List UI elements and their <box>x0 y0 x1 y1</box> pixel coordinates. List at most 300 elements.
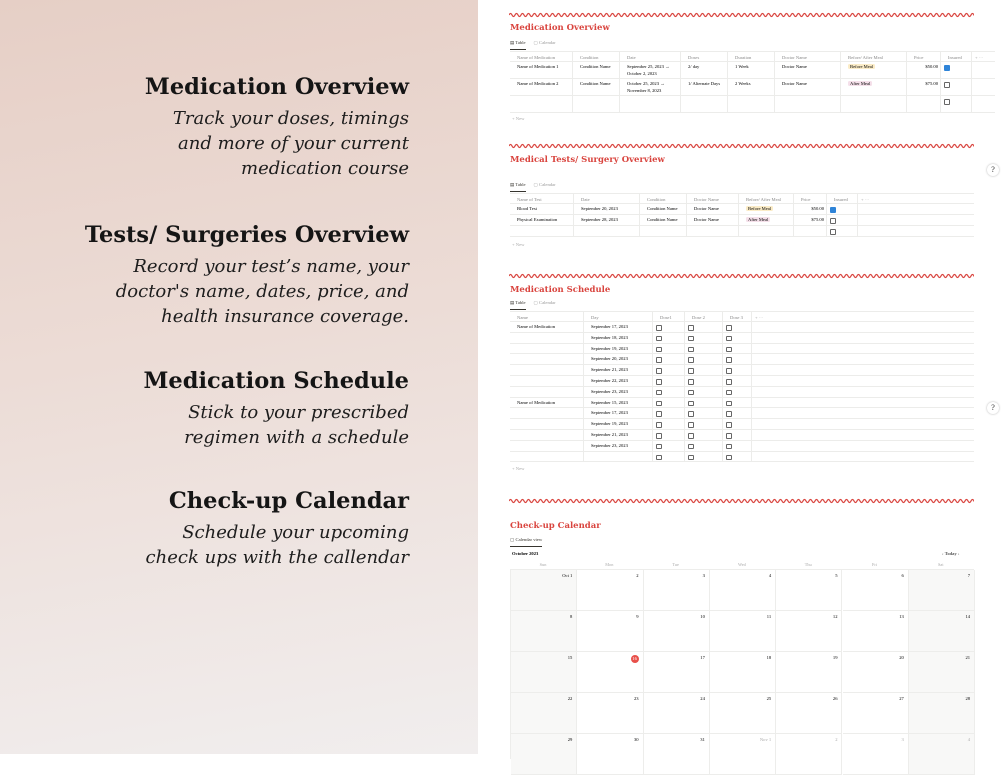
weekday-label: Wed <box>738 562 746 567</box>
calendar-day[interactable] <box>577 734 643 775</box>
day-number: Nov 1 <box>759 737 772 742</box>
dose-checkbox[interactable] <box>726 411 732 417</box>
dose-cell <box>685 452 723 462</box>
wavy-divider <box>509 489 974 495</box>
tab-calendar[interactable]: ▢ Calendar <box>533 300 556 305</box>
calendar-day[interactable] <box>776 652 842 693</box>
day-number: 26 <box>832 696 838 701</box>
dose-cell <box>653 398 685 408</box>
table-cell <box>584 452 653 462</box>
table-row[interactable] <box>510 398 974 409</box>
new-row-button[interactable]: + New <box>512 242 525 247</box>
dose-checkbox[interactable] <box>688 379 694 385</box>
table-row[interactable] <box>510 344 974 355</box>
weekday-label: Sat <box>938 562 944 567</box>
weekday-label: Sun <box>539 562 547 567</box>
dose-checkbox[interactable] <box>726 325 732 331</box>
feature-description <box>146 520 409 570</box>
table-cell <box>739 215 794 225</box>
feature-description <box>85 254 409 329</box>
table-cell <box>620 96 681 112</box>
dose-checkbox[interactable] <box>688 390 694 396</box>
dose-cell <box>685 344 723 354</box>
insured-cell <box>941 62 972 78</box>
dose-cell <box>653 354 685 364</box>
calendar-day[interactable] <box>776 734 842 775</box>
insured-cell <box>827 204 858 214</box>
add-column-button[interactable]: + ··· <box>755 314 764 320</box>
table-row[interactable] <box>510 215 974 226</box>
table-row[interactable] <box>510 430 974 441</box>
section-title: Medication Schedule <box>510 285 611 295</box>
dose-cell <box>685 419 723 429</box>
weekday-label: Fri <box>871 562 877 567</box>
calendar-day[interactable] <box>577 693 643 734</box>
insured-cell <box>827 226 858 236</box>
table-cell <box>510 226 574 236</box>
table-cell <box>510 365 584 375</box>
insured-cell <box>827 215 858 225</box>
day-number: 2 <box>835 737 838 742</box>
table-cell <box>739 226 794 236</box>
feature-block <box>145 72 409 181</box>
dose-checkbox[interactable] <box>726 433 732 439</box>
dose-cell <box>653 376 685 386</box>
dose-checkbox[interactable] <box>656 455 662 461</box>
day-number: 20 <box>899 655 904 660</box>
table-row[interactable] <box>510 376 974 387</box>
table-cell: Name of Medication <box>510 398 584 408</box>
table-cell <box>739 204 794 214</box>
column-header[interactable]: Name of Medication <box>510 52 573 61</box>
description-line: medication course <box>241 158 409 179</box>
insured-checkbox[interactable] <box>944 65 950 71</box>
table-cell: September 21, 2023 <box>584 365 653 375</box>
table-cell: Doctor Name <box>775 79 841 95</box>
prev-month-button[interactable]: ‹ <box>942 551 945 556</box>
dose-checkbox[interactable] <box>656 336 662 342</box>
day-number: 9 <box>636 614 639 619</box>
calendar-day[interactable] <box>776 570 842 611</box>
dose-checkbox[interactable] <box>656 433 662 439</box>
table-cell: September 20, 2023 <box>584 354 653 364</box>
dose-cell <box>723 441 752 451</box>
table-cell: Condition Name <box>640 215 687 225</box>
calendar-day[interactable] <box>511 693 577 734</box>
calendar-day[interactable] <box>644 693 710 734</box>
dose-cell <box>685 322 723 332</box>
description-line: regimen with a schedule <box>184 427 409 448</box>
table-cell: September 18, 2023 <box>584 333 653 343</box>
feature-description <box>145 106 409 181</box>
tab-calendar[interactable]: ▢ Calendar <box>533 40 556 45</box>
feature-description <box>144 400 410 450</box>
calendar-day[interactable] <box>644 570 710 611</box>
table-cell <box>510 344 584 354</box>
calendar-day[interactable] <box>776 611 842 652</box>
calendar-day[interactable] <box>843 652 909 693</box>
dose-cell <box>685 387 723 397</box>
table-cell: September 25, 2023 → October 2, 2023 <box>620 62 681 78</box>
table-row[interactable] <box>510 226 974 237</box>
next-month-button[interactable]: › <box>956 551 960 556</box>
dose-checkbox[interactable] <box>726 336 732 342</box>
table-row[interactable] <box>510 452 974 463</box>
dose-cell <box>653 322 685 332</box>
meal-tag: Before Meal <box>850 64 874 69</box>
weekday-label: Thu <box>804 562 812 567</box>
day-number: 25 <box>766 696 772 701</box>
table-cell <box>510 333 584 343</box>
dose-checkbox[interactable] <box>656 411 662 417</box>
description-line: and more of your current <box>178 133 409 154</box>
table-cell: September 28, 2023 <box>574 215 640 225</box>
table-row[interactable] <box>510 96 995 113</box>
calendar-day[interactable] <box>776 693 842 734</box>
description-line: Stick to your prescribed <box>188 402 409 423</box>
calendar-day[interactable] <box>710 693 776 734</box>
day-number: 4 <box>768 573 772 578</box>
table-cell: September 23, 2023 <box>584 441 653 451</box>
table-cell <box>681 96 728 112</box>
dose-checkbox[interactable] <box>688 411 694 417</box>
table-cell <box>775 96 841 112</box>
table-cell: 2/ day <box>681 62 728 78</box>
day-number: 19 <box>832 655 838 660</box>
table-cell: Blood Test <box>510 204 574 214</box>
description-line: doctor's name, dates, price, and <box>115 281 409 302</box>
column-header[interactable]: Price <box>794 194 827 203</box>
dose-checkbox[interactable] <box>688 422 694 428</box>
tab-label: Calendar view <box>515 537 543 542</box>
dose-cell <box>685 430 723 440</box>
calendar-day[interactable] <box>710 611 776 652</box>
calendar-day[interactable] <box>511 734 577 775</box>
column-header[interactable]: Condition <box>573 52 620 61</box>
dose-cell <box>723 365 752 375</box>
calendar-day[interactable] <box>511 570 577 611</box>
table-row[interactable] <box>510 79 995 96</box>
day-number: 10 <box>700 614 705 619</box>
table-cell: Name of Medication 2 <box>510 79 573 95</box>
day-number: 4 <box>967 737 971 742</box>
calendar-day[interactable] <box>577 611 643 652</box>
dose-checkbox[interactable] <box>656 368 662 374</box>
day-number: 7 <box>967 573 971 578</box>
dose-cell <box>653 419 685 429</box>
day-number: 30 <box>634 737 639 742</box>
today-marker: 16 <box>632 656 637 661</box>
column-header[interactable]: Day <box>584 312 653 321</box>
today-button[interactable]: Today <box>944 551 957 556</box>
tab-label: Table <box>515 300 526 305</box>
column-header[interactable]: Insured <box>941 52 972 61</box>
table-row[interactable] <box>510 365 974 376</box>
tab-label: Table <box>515 182 526 187</box>
feature-title: Check-up Calendar <box>168 488 409 514</box>
day-number: 14 <box>965 614 971 619</box>
wavy-divider <box>509 264 974 270</box>
dose-checkbox[interactable] <box>726 422 732 428</box>
day-number: 8 <box>570 614 573 619</box>
table-cell <box>510 387 584 397</box>
calendar-day[interactable] <box>644 734 710 775</box>
table-row[interactable] <box>510 354 974 365</box>
table-cell: Name of Medication <box>510 322 584 332</box>
column-header[interactable]: Doctor Name <box>687 194 739 203</box>
table-cell <box>510 354 584 364</box>
day-number: 28 <box>965 696 971 701</box>
dose-checkbox[interactable] <box>688 401 694 407</box>
dose-cell <box>685 441 723 451</box>
table-cell <box>841 96 907 112</box>
table-cell <box>794 226 827 236</box>
table-cell: $75.00 <box>907 79 941 95</box>
description-line: Record your test’s name, your <box>133 256 409 277</box>
description-line: Schedule your upcoming <box>182 522 409 543</box>
table-cell <box>510 452 584 462</box>
table-header-row <box>510 311 974 322</box>
table-cell <box>841 79 907 95</box>
calendar-day[interactable] <box>644 611 710 652</box>
calendar-day[interactable] <box>710 652 776 693</box>
dose-cell <box>723 376 752 386</box>
insured-checkbox[interactable] <box>944 99 950 105</box>
dose-checkbox[interactable] <box>726 444 732 450</box>
table-cell <box>907 96 941 112</box>
calendar-day[interactable] <box>843 611 909 652</box>
tab-label: Table <box>515 40 526 45</box>
table-cell <box>510 419 584 429</box>
dose-cell <box>685 333 723 343</box>
help-button[interactable]: ? <box>987 402 999 414</box>
tab-calendar-view[interactable]: ▢ Calendar view <box>510 537 542 547</box>
day-number: 3 <box>702 573 705 578</box>
dose-checkbox[interactable] <box>726 357 732 363</box>
table-cell: October 25, 2023 → November 8, 2023 <box>620 79 681 95</box>
dose-checkbox[interactable] <box>656 357 662 363</box>
table-cell: September 20, 2023 <box>574 204 640 214</box>
dose-checkbox[interactable] <box>726 368 732 374</box>
add-column-button[interactable]: + ··· <box>861 196 870 202</box>
feature-title: Medication Overview <box>144 74 409 100</box>
calendar-day[interactable] <box>909 570 975 611</box>
dose-checkbox[interactable] <box>656 325 662 331</box>
calendar-day[interactable] <box>843 693 909 734</box>
dose-checkbox[interactable] <box>688 455 694 461</box>
feature-title: Tests/ Surgeries Overview <box>84 222 409 248</box>
dose-checkbox[interactable] <box>688 444 694 450</box>
table-cell: September 23, 2023 <box>584 387 653 397</box>
dose-checkbox[interactable] <box>688 347 694 353</box>
table-cell <box>510 96 573 112</box>
feature-block <box>144 366 410 450</box>
dose-cell <box>723 419 752 429</box>
table-row[interactable] <box>510 408 974 419</box>
feature-block <box>85 220 409 329</box>
column-header[interactable]: Before/ After Meal <box>739 194 794 203</box>
table-cell <box>510 408 584 418</box>
column-header[interactable]: Dose 3 <box>723 312 752 321</box>
dose-checkbox[interactable] <box>656 390 662 396</box>
dose-cell <box>685 376 723 386</box>
column-header[interactable]: Duration <box>728 52 775 61</box>
day-number: 27 <box>899 696 904 701</box>
calendar-day[interactable] <box>843 734 909 775</box>
table-cell: September 17, 2023 <box>584 408 653 418</box>
promo-panel <box>0 0 478 754</box>
dose-cell <box>723 322 752 332</box>
dose-cell <box>653 344 685 354</box>
dose-checkbox[interactable] <box>688 336 694 342</box>
tab-table[interactable]: ▤ Table <box>510 40 526 50</box>
column-header[interactable]: Dose 2 <box>685 312 723 321</box>
add-column-button[interactable]: + ··· <box>975 54 984 60</box>
dose-cell <box>685 365 723 375</box>
table-row[interactable] <box>510 322 974 333</box>
calendar-day[interactable] <box>843 570 909 611</box>
column-header[interactable]: Date <box>574 194 640 203</box>
column-header[interactable]: Insured <box>827 194 858 203</box>
column-header[interactable]: Doctor Name <box>775 52 841 61</box>
tab-table[interactable]: ▤ Table <box>510 300 526 310</box>
dose-cell <box>723 408 752 418</box>
insured-checkbox[interactable] <box>830 218 836 224</box>
column-header[interactable]: Price <box>907 52 941 61</box>
dose-cell <box>723 398 752 408</box>
table-cell <box>640 226 687 236</box>
dose-checkbox[interactable] <box>726 379 732 385</box>
dose-cell <box>723 354 752 364</box>
table-cell: $50.00 <box>907 62 941 78</box>
dose-checkbox[interactable] <box>688 357 694 363</box>
day-number: 22 <box>567 696 573 701</box>
insured-checkbox[interactable] <box>830 207 836 213</box>
dose-checkbox[interactable] <box>656 444 662 450</box>
table-row[interactable] <box>510 333 974 344</box>
calendar-day[interactable] <box>909 734 975 775</box>
column-header[interactable]: Name of Test <box>510 194 574 203</box>
calendar-day[interactable] <box>644 652 710 693</box>
calendar-day[interactable] <box>710 734 776 775</box>
calendar-day[interactable] <box>511 652 577 693</box>
meal-tag: After Meal <box>748 217 769 222</box>
view-tabs <box>510 300 556 310</box>
column-header[interactable]: Date <box>620 52 681 61</box>
table-cell: September 22, 2023 <box>584 376 653 386</box>
dose-checkbox[interactable] <box>688 368 694 374</box>
day-number: Oct 1 <box>562 573 573 578</box>
column-header[interactable]: Before/ After Meal <box>841 52 907 61</box>
feature-title: Medication Schedule <box>143 368 409 394</box>
weekday-label: Mon <box>605 562 614 567</box>
new-row-button[interactable]: + New <box>512 466 525 471</box>
dose-checkbox[interactable] <box>656 401 662 407</box>
table-row[interactable] <box>510 62 995 79</box>
table-cell: September 19, 2023 <box>584 419 653 429</box>
table-row[interactable] <box>510 419 974 430</box>
insured-cell <box>941 79 972 95</box>
tab-label: Calendar <box>539 182 556 187</box>
table-row[interactable] <box>510 387 974 398</box>
day-number: 6 <box>901 573 904 578</box>
tab-calendar[interactable]: ▢ Calendar <box>533 182 556 187</box>
insured-checkbox[interactable] <box>830 229 836 235</box>
dose-cell <box>653 365 685 375</box>
dose-checkbox[interactable] <box>656 347 662 353</box>
column-header[interactable]: Doses <box>681 52 728 61</box>
table-cell: Doctor Name <box>687 204 739 214</box>
table-cell: Condition Name <box>573 62 620 78</box>
day-number: 11 <box>766 614 772 619</box>
table-cell: September 21, 2023 <box>584 430 653 440</box>
insured-checkbox[interactable] <box>944 82 950 88</box>
calendar-day[interactable] <box>577 570 643 611</box>
column-header[interactable]: Name <box>510 312 584 321</box>
table-cell <box>510 430 584 440</box>
calendar-day[interactable] <box>909 693 975 734</box>
day-number: 12 <box>832 614 838 619</box>
view-tabs <box>510 182 556 192</box>
month-label: October 2023 <box>512 551 539 556</box>
calendar-day[interactable] <box>511 611 577 652</box>
day-number: 17 <box>700 655 705 660</box>
dose-checkbox[interactable] <box>656 422 662 428</box>
table-cell <box>841 62 907 78</box>
dose-cell <box>685 408 723 418</box>
table-row[interactable] <box>510 441 974 452</box>
calendar-day[interactable] <box>710 570 776 611</box>
dose-checkbox[interactable] <box>656 379 662 385</box>
tab-label: Calendar <box>539 300 556 305</box>
calendar-day[interactable] <box>909 611 975 652</box>
table-cell: September 15, 2023 <box>584 398 653 408</box>
day-number: 21 <box>965 655 971 660</box>
dose-cell <box>653 452 685 462</box>
table-cell: Condition Name <box>573 79 620 95</box>
calendar-day[interactable] <box>909 652 975 693</box>
table-header-row <box>510 51 995 62</box>
column-header[interactable]: Dose1 <box>653 312 685 321</box>
table-cell <box>728 96 775 112</box>
calendar-day[interactable] <box>577 652 643 693</box>
dose-cell <box>723 387 752 397</box>
day-number: 3 <box>901 737 904 742</box>
dose-checkbox[interactable] <box>726 401 732 407</box>
day-number: 18 <box>766 655 772 660</box>
wavy-divider <box>509 134 974 140</box>
table-cell <box>510 441 584 451</box>
table-cell: 2 Weeks <box>728 79 775 95</box>
tab-label: Calendar <box>539 40 556 45</box>
table-cell <box>573 96 620 112</box>
help-button[interactable]: ? <box>987 164 999 176</box>
table-cell <box>574 226 640 236</box>
description-line: health insurance coverage. <box>161 306 409 327</box>
insured-cell <box>941 96 972 112</box>
new-row-button[interactable]: + New <box>512 116 525 121</box>
dose-checkbox[interactable] <box>726 347 732 353</box>
section-title: Medication Overview <box>510 23 610 33</box>
table-row[interactable] <box>510 204 974 215</box>
dose-checkbox[interactable] <box>726 455 732 461</box>
dose-checkbox[interactable] <box>688 325 694 331</box>
tab-table[interactable]: ▤ Table <box>510 182 526 192</box>
day-number: 31 <box>700 737 705 742</box>
dose-checkbox[interactable] <box>726 390 732 396</box>
column-header[interactable]: Condition <box>640 194 687 203</box>
dose-checkbox[interactable] <box>688 433 694 439</box>
